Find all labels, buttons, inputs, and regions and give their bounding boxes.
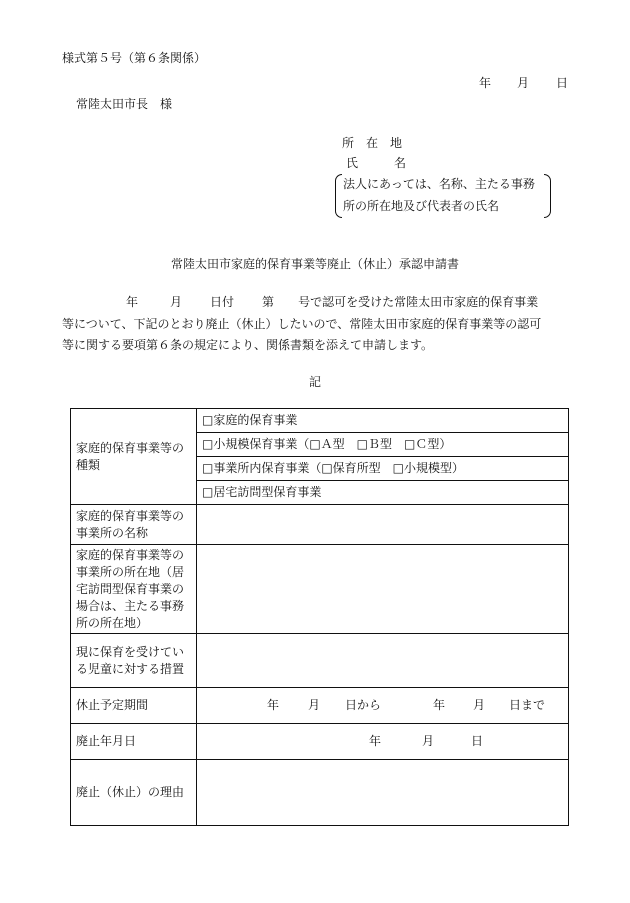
corporate-note-line1: 法人にあっては、名称、主たる事務 [343, 177, 535, 191]
body-line-1 [62, 292, 572, 313]
table-row [71, 724, 569, 760]
document-title: 常陸太田市家庭的保育事業等廃止（休止）承認申請書 [170, 257, 459, 271]
name-label: 氏 名 [346, 156, 407, 170]
reason-label: 廃止（休止）の理由 [71, 760, 197, 826]
measures-label-cell: 現に保育を受けてい る児童に対する措置 [71, 634, 197, 688]
abolition-date-label: 廃止年月日 [71, 724, 197, 760]
ref-day: 日付 [210, 295, 235, 309]
table-row [71, 505, 569, 545]
date-day-label: 日 [556, 76, 569, 90]
type-label-line1: 家庭的保育事業等の [76, 440, 185, 455]
measures-field[interactable] [197, 634, 569, 688]
table-row [71, 545, 569, 634]
reason-field[interactable] [197, 760, 569, 826]
date-year-label: 年 [479, 76, 492, 90]
body-line-1-tail: 号で認可を受けた常陸太田市家庭的保育事業 [298, 295, 539, 309]
ref-month: 月 [170, 295, 183, 309]
table-row [71, 760, 569, 826]
facility-name-field[interactable] [197, 505, 569, 545]
type-option-home-visit[interactable]: □居宅訪問型保育事業 [197, 481, 569, 505]
application-table [70, 408, 569, 826]
body-line-2: 等について、下記のとおり廃止（休止）したいので、常陸太田市家庭的保育事業等の認可 [62, 317, 542, 331]
body-line-3: 等に関する要項第６条の規定により、関係書類を添えて申請します。 [62, 338, 434, 352]
type-option-home-daycare[interactable]: □家庭的保育事業 [197, 409, 569, 433]
table-row [71, 688, 569, 724]
corporate-note-line2: 所の所在地及び代表者の氏名 [343, 199, 500, 213]
facility-address-field[interactable] [197, 545, 569, 634]
facility-name-label-cell: 家庭的保育事業等の 事業所の名称 [71, 505, 197, 545]
addressee: 常陸太田市長 様 [76, 97, 173, 111]
type-label-line2: 種類 [76, 457, 101, 472]
facility-address-label-cell: 家庭的保育事業等の 事業所の所在地（居 宅訪問型保育事業の 場合は、主たる事務 所の所在地） [71, 545, 197, 634]
table-row [71, 409, 569, 433]
type-option-small-scale[interactable]: □小規模保育事業（□Ａ型 □Ｂ型 □Ｃ型） [197, 433, 569, 457]
table-row [71, 634, 569, 688]
abolition-date-field[interactable]: 年 月 日 [197, 724, 569, 760]
type-option-workplace[interactable]: □事業所内保育事業（□保育所型 □小規模型） [197, 457, 569, 481]
ref-year: 年 [126, 295, 139, 309]
ref-no: 第 [262, 295, 275, 309]
type-label-cell [71, 409, 197, 505]
ki-marker: 記 [308, 375, 321, 389]
address-label: 所 在 地 [342, 136, 403, 150]
note-bracket-left [335, 174, 342, 218]
suspension-period-field[interactable]: 年 月 日から 年 月 日まで [197, 688, 569, 724]
form-number: 様式第５号（第６条関係） [62, 51, 207, 65]
date-month-label: 月 [517, 76, 530, 90]
note-bracket-right [544, 174, 551, 218]
suspension-period-label: 休止予定期間 [71, 688, 197, 724]
